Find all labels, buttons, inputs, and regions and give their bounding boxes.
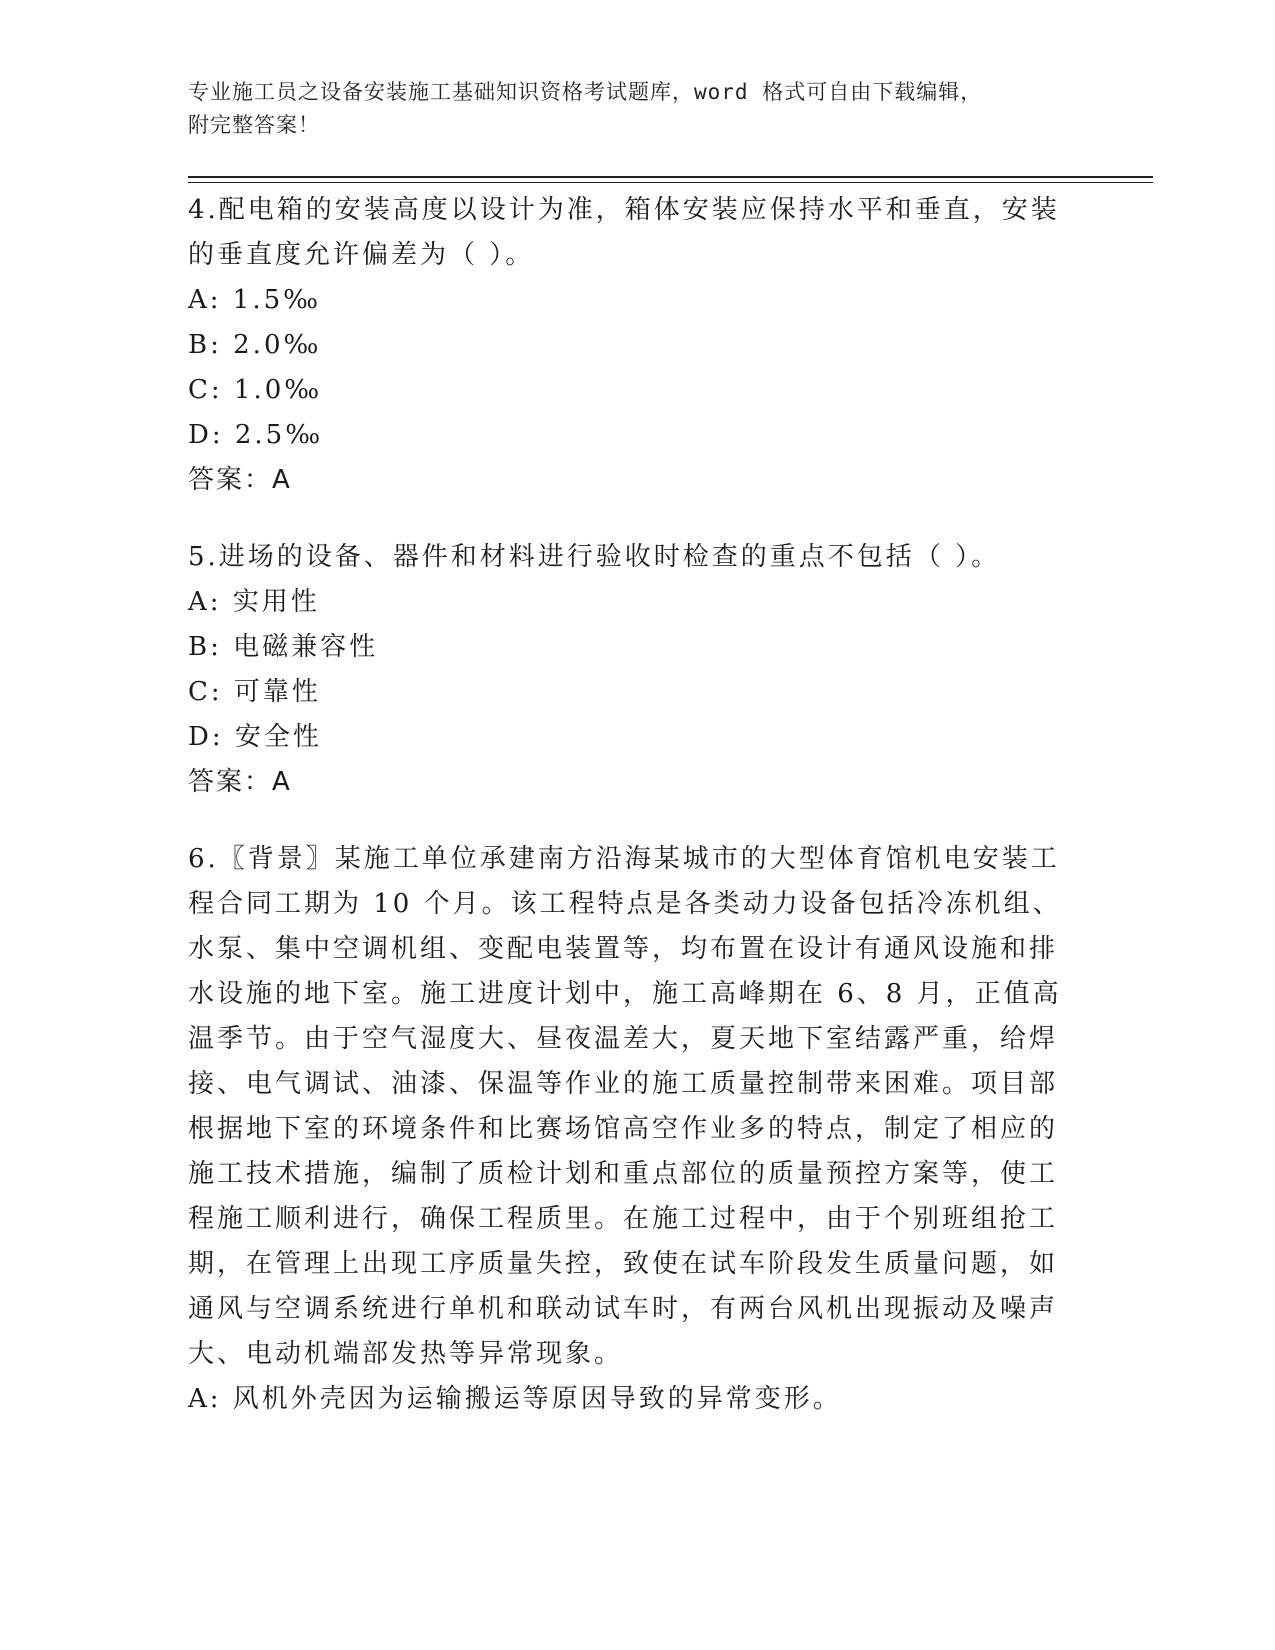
- question-6: [188, 837, 1068, 1422]
- header-line-1: 专业施工员之设备安装施工基础知识资格考试题库，word 格式可自由下载编辑，: [188, 80, 983, 104]
- option-d: D: 安全性: [188, 722, 322, 752]
- option-d: D: 2.5‰: [188, 420, 324, 450]
- option-c: C: 可靠性: [188, 677, 321, 707]
- question-5: [188, 535, 1068, 805]
- option-a: A: 1.5‰: [188, 285, 322, 315]
- option-b: B: 2.0‰: [188, 330, 322, 360]
- option-a: A: 实用性: [188, 587, 320, 617]
- question-4: [188, 188, 1068, 503]
- question-stem: 6.〖背景〗某施工单位承建南方沿海某城市的大型体育馆机电安装工程合同工期为 10 个月。该工程特点是各类动力设备包括冷冻机组、水泵、集中空调机组、变配电装置等，均布置在设计有通风设施和排水设施的地下室。施工进度计划中，施工高峰期在 6、8 月，正值高温季节。由于空气湿度大、昼夜温差大，夏天地下室结露严重，给焊接、电气调试、油漆、保温等作业的施工质量控制带来困难。项目部根据地下室的环境条件和比赛场馆高空作业多的特点，制定了相应的施工技术措施，编制了质检计划和重点部位的质量预控方案等，使工程施工顺利进行，确保工程质里。在施工过程中，由于个别班组抢工期，在管理上出现工序质量失控，致使在试车阶段发生质量问题，如通风与空调系统进行单机和联动试车时，有两台风机出现振动及噪声大、电动机端部发热等异常现象。: [188, 844, 1062, 1369]
- question-stem: 5.进场的设备、器件和材料进行验收时检查的重点不包括（ ）。: [188, 542, 1001, 572]
- document-header: [188, 76, 1088, 142]
- header-line-2: 附完整答案！: [188, 113, 320, 137]
- option-c: C: 1.0‰: [188, 375, 323, 405]
- spacer: [188, 805, 1068, 837]
- option-a: A: 风机外壳因为运输搬运等原因导致的异常变形。: [188, 1384, 842, 1414]
- header-divider-thick: [188, 176, 1153, 178]
- spacer: [188, 503, 1068, 535]
- answer-line: 答案：A: [188, 465, 292, 495]
- question-stem: 4.配电箱的安装高度以设计为准，箱体安装应保持水平和垂直，安装的垂直度允许偏差为（ ）。: [188, 195, 1060, 270]
- option-b: B: 电磁兼容性: [188, 632, 379, 662]
- header-divider-thin: [188, 182, 1153, 183]
- answer-line: 答案：A: [188, 767, 292, 797]
- question-list: [188, 188, 1068, 1422]
